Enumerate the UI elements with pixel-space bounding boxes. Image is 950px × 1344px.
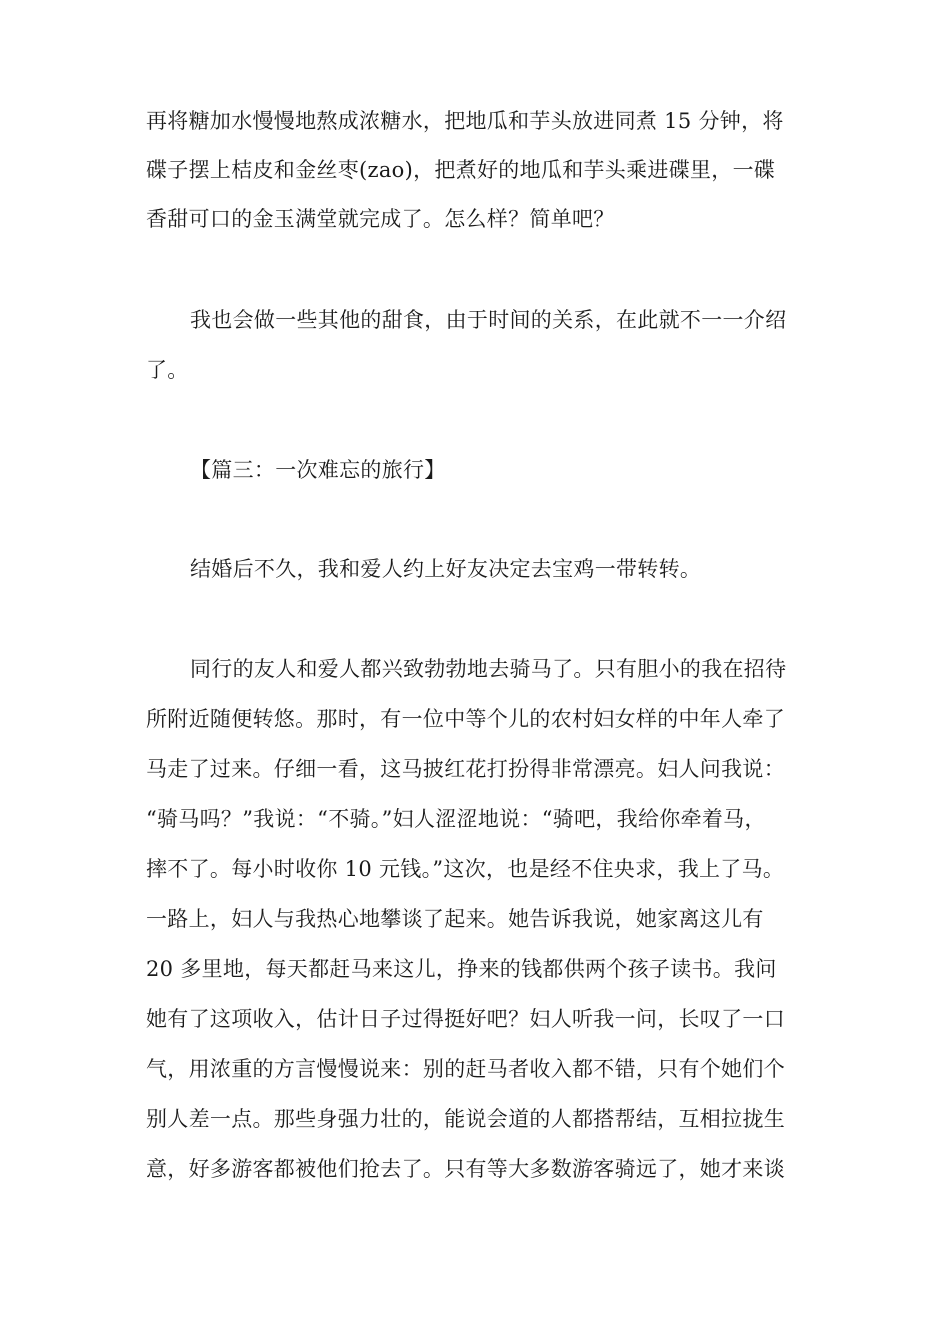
paragraph-line: 结婚后不久，我和爱人约上好友决定去宝鸡一带转转。 bbox=[190, 557, 702, 581]
paragraph-line: 20 多里地，每天都赶马来这儿，挣来的钱都供两个孩子读书。我问 bbox=[146, 957, 777, 981]
paragraph-line: 香甜可口的金玉满堂就完成了。怎么样？简单吧？ bbox=[146, 207, 615, 231]
paragraph-line: 同行的友人和爱人都兴致勃勃地去骑马了。只有胆小的我在招待 bbox=[190, 657, 787, 681]
paragraph-line: 摔不了。每小时收你 10 元钱。”这次，也是经不住央求，我上了马。 bbox=[146, 857, 785, 881]
paragraph-line: 所附近随便转悠。那时，有一位中等个儿的农村妇女样的中年人牵了 bbox=[146, 707, 785, 731]
paragraph-line: 了。 bbox=[146, 358, 189, 382]
paragraph-line: 一路上，妇人与我热心地攀谈了起来。她告诉我说，她家离这儿有 bbox=[146, 907, 764, 931]
paragraph-line: 意，好多游客都被他们抢去了。只有等大多数游客骑远了，她才来谈 bbox=[146, 1157, 785, 1181]
paragraph-line: “骑马吗？”我说：“不骑。”妇人涩涩地说：“骑吧，我给你牵着马， bbox=[146, 807, 766, 831]
paragraph-line: 马走了过来。仔细一看，这马披红花打扮得非常漂亮。妇人问我说： bbox=[146, 757, 785, 781]
section-heading: 【篇三：一次难忘的旅行】 bbox=[190, 458, 446, 482]
paragraph-line: 再将糖加水慢慢地熬成浓糖水，把地瓜和芋头放进同煮 15 分钟，将 bbox=[146, 109, 784, 133]
paragraph-line: 我也会做一些其他的甜食，由于时间的关系，在此就不一一介绍 bbox=[190, 308, 787, 332]
paragraph-line: 别人差一点。那些身强力壮的，能说会道的人都搭帮结，互相拉拢生 bbox=[146, 1107, 785, 1131]
paragraph-line: 气，用浓重的方言慢慢说来：别的赶马者收入都不错，只有个她们个 bbox=[146, 1057, 785, 1081]
paragraph-line: 碟子摆上桔皮和金丝枣(zao)，把煮好的地瓜和芋头乘进碟里，一碟 bbox=[146, 158, 776, 182]
paragraph-line: 她有了这项收入，估计日子过得挺好吧？妇人听我一问，长叹了一口 bbox=[146, 1007, 785, 1031]
